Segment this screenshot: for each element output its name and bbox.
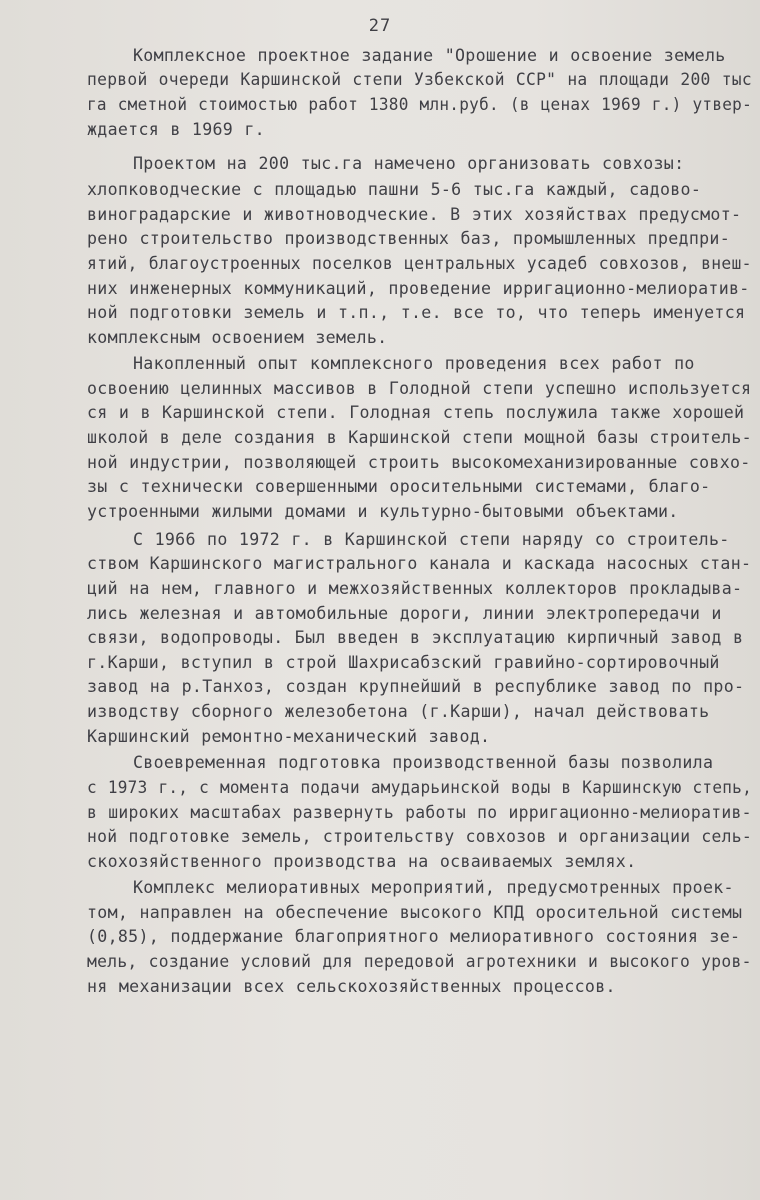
text-line: первой очереди Каршинской степи Узбекской ССР" на площади 200 тыс (87, 70, 752, 89)
text-line: г.Карши, вступил в строй Шахрисабзский гравийно-сортировочный (87, 653, 720, 672)
text-line: скохозяйственного производства на осваиваемых землях. (87, 852, 637, 871)
text-line: связи, водопроводы. Был введен в эксплуатацию кирпичный завод в (87, 628, 744, 647)
text-line: Проектом на 200 тыс.га намечено организовать совхозы: (133, 154, 685, 173)
text-line: комплексным освоением земель. (87, 328, 388, 347)
text-line: Каршинский ремонтно-механический завод. (87, 727, 491, 746)
text-line: школой в деле создания в Каршинской степи мощной базы строитель- (87, 428, 752, 447)
text-line: лись железная и автомобильные дороги, линии электропередачи и (87, 604, 722, 623)
text-line: мель, создание условий для передовой агротехники и высокого уров- (87, 952, 752, 971)
text-line: С 1966 по 1972 г. в Каршинской степи наряду со строитель- (133, 530, 730, 549)
text-line: ций на нем, главного и межхозяйственных коллекторов прокладыва- (87, 579, 743, 598)
text-line: в широких масштабах развернуть работы по ирригационно-мелиоратив- (87, 803, 752, 822)
text-line: ятий, благоустроенных поселков центральных усадеб совхозов, внеш- (87, 254, 752, 273)
text-line: ной индустрии, позволяющей строить высокомеханизированные совхо- (87, 453, 751, 472)
text-line: том, направлен на обеспечение высокого КПД оросительной системы (87, 903, 743, 922)
text-line: Накопленный опыт комплексного проведения всех работ по (133, 354, 695, 373)
text-line: рено строительство производственных баз, промышленных предпри- (87, 229, 730, 248)
text-line: ной подготовки земель и т.п., т.е. все то, что теперь именуется (87, 303, 746, 322)
page-number: 27 (368, 16, 392, 36)
text-line: ждается в 1969 г. (87, 120, 265, 139)
text-line: устроенными жилыми домами и культурно-бытовыми объектами. (87, 502, 679, 521)
text-line: зы с технически совершенными оросительными системами, благо- (87, 477, 711, 496)
text-line: с 1973 г., с момента подачи амударьинской воды в Каршинскую степь, (87, 778, 753, 797)
text-line: изводству сборного железобетона (г.Карши), начал действовать (87, 702, 710, 721)
text-line: ся и в Каршинской степи. Голодная степь послужила также хорошей (87, 403, 745, 422)
text-line: Комплексное проектное задание "Орошение и освоение земель (133, 46, 726, 65)
text-line: хлопководческие с площадью пашни 5-6 тыс.га каждый, садово- (87, 180, 702, 199)
text-line: освоению целинных массивов в Голодной степи успешно используется (87, 379, 752, 398)
text-line: Своевременная подготовка производственной базы позволила (133, 753, 714, 772)
text-line: Комплекс мелиоративных мероприятий, предусмотренных проек- (133, 878, 734, 897)
text-line: ством Каршинского магистрального канала и каскада насосных стан- (87, 554, 752, 573)
text-line: ня механизации всех сельскохозяйственных процессов. (87, 977, 616, 996)
text-line: них инженерных коммуникаций, проведение ирригационно-мелиоратив- (87, 279, 750, 298)
text-line: га сметной стоимостью работ 1380 млн.руб. (в ценах 1969 г.) утвер- (87, 95, 753, 114)
text-line: виноградарские и животноводческие. В этих хозяйствах предусмот- (87, 205, 742, 224)
text-line: ной подготовке земель, строительству совхозов и организации сель- (87, 827, 753, 846)
text-line: завод на р.Танхоз, создан крупнейший в республике завод по про- (87, 677, 745, 696)
text-line: (0,85), поддержание благоприятного мелиоративного состояния зе- (87, 927, 741, 946)
